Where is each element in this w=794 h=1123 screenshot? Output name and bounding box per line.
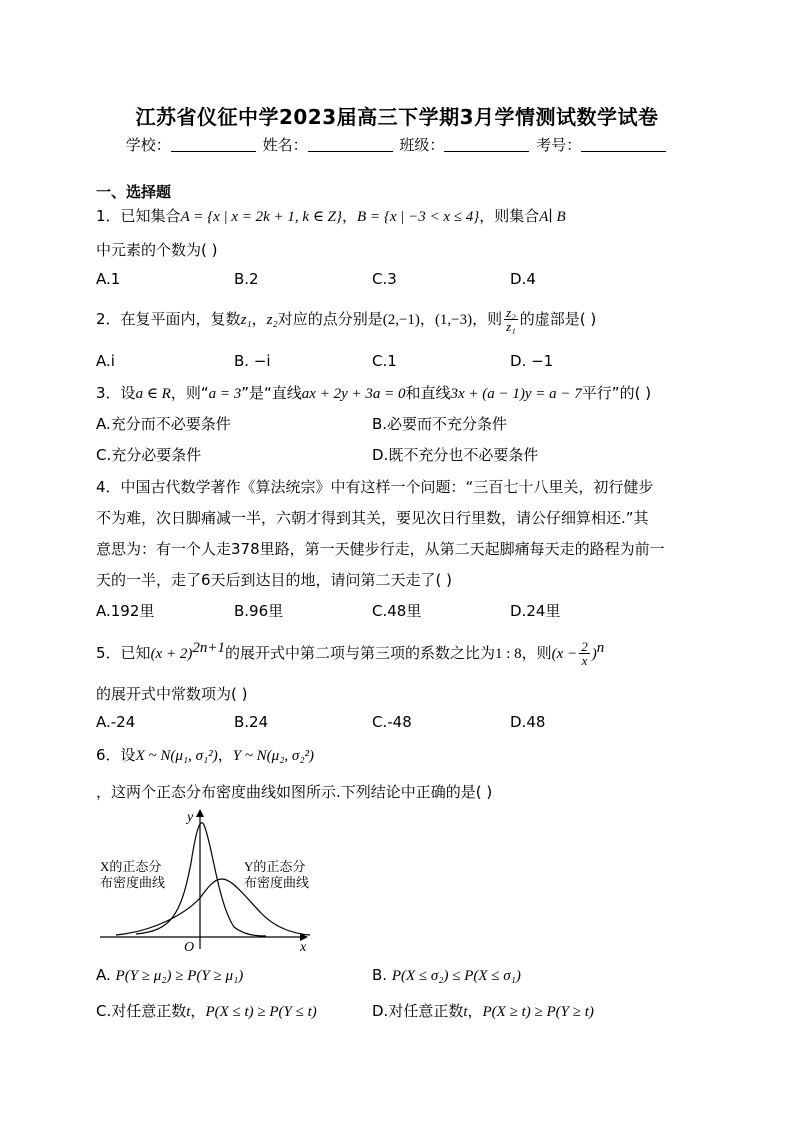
q5-line2: 的展开式中常数项为( ): [96, 685, 248, 703]
q6-text: 设: [120, 746, 136, 764]
q2-sep2: ，: [419, 310, 435, 328]
q4-line-1: 中国古代数学著作《算法统宗》中有这样一个问题：“三百七十八里关，初行健步: [120, 478, 654, 496]
q6-option-a-letter: A.: [96, 966, 116, 984]
q1-option-b[interactable]: B.2: [234, 270, 259, 288]
q5-option-b[interactable]: B.24: [234, 713, 269, 731]
exam-no-label: 考号：: [536, 136, 582, 154]
name-label: 姓名：: [262, 136, 308, 154]
q6-line2: ，这两个正态分布密度曲线如图所示.下列结论中正确的是( ): [96, 783, 493, 801]
q5-option-c[interactable]: C.-48: [372, 713, 412, 731]
q2-frac-num: z₂: [506, 305, 516, 320]
q6-option-d-sep: ，: [467, 1002, 483, 1020]
q6-option-c-sep: ，: [190, 1002, 206, 1020]
y-axis-arrow: [196, 809, 204, 817]
q3-number: 3．: [96, 384, 121, 402]
x-curve-label-1: X的正态分: [100, 859, 162, 874]
question-2: [96, 306, 596, 333]
exam-no-blank[interactable]: [581, 137, 666, 152]
q1-number: 1．: [96, 207, 121, 225]
q3-a-eq-3: a = 3: [208, 386, 242, 402]
q3-t2: ”是“直线: [241, 384, 302, 402]
y-curve-label-1: Y的正态分: [244, 859, 306, 874]
q6-option-d-letter: D.对任意正数: [372, 1002, 464, 1020]
q4-option-c[interactable]: C.48里: [372, 602, 422, 620]
q6-sep: ，: [217, 746, 233, 764]
name-blank[interactable]: [308, 137, 393, 152]
q1-option-d[interactable]: D.4: [510, 270, 536, 288]
q1-set-a: A = {x | x = 2k + 1, k ∈ Z}: [180, 209, 343, 225]
q6-option-a-expr: P(Y ≥ μ₂) ≥ P(Y ≥ μ₁): [115, 968, 244, 984]
q5-frac-num: 2: [581, 639, 588, 654]
q2-z1: z₁: [240, 312, 252, 328]
q2-text-post: 的虚部是( ): [519, 310, 597, 328]
q6-option-c[interactable]: [96, 1000, 317, 1021]
y-axis-label: y: [187, 810, 194, 825]
q5-expr-exponent: n: [596, 640, 605, 656]
q4-line-3: 意思为：有一个人走378里路，第一天健步行走，从第二天起脚痛每天走的路程为前一: [96, 540, 665, 558]
q5-number: 5．: [96, 644, 121, 662]
q3-t1: ，则“: [170, 384, 209, 402]
q2-text-mid: 对应的点分别是: [277, 310, 383, 328]
normal-distribution-figure: [96, 803, 326, 953]
q1-option-a[interactable]: A.1: [96, 270, 121, 288]
q5-expr-open: (x −: [551, 646, 578, 662]
y-curve-label-2: 布密度曲线: [244, 875, 310, 890]
q5-fraction: [579, 640, 590, 667]
q5-ratio: 1 : 8: [494, 646, 522, 662]
q6-option-c-letter: C.对任意正数: [96, 1002, 187, 1020]
q6-y-dist: Y ~ N(μ₂, σ₂²): [232, 748, 315, 764]
q1-set-b: B = {x | −3 < x ≤ 4}: [357, 209, 480, 225]
q3-text: 设: [120, 384, 136, 402]
q1-line2: 中元素的个数为( ): [96, 241, 218, 259]
q2-text: 在复平面内，复数: [120, 310, 241, 328]
q2-then: ，则: [472, 310, 503, 328]
q5-then: ，则: [521, 644, 552, 662]
question-3: [96, 382, 651, 403]
q5-text: 已知: [120, 644, 151, 662]
q2-frac-den: z₁: [506, 319, 516, 334]
q6-option-d-t: t: [463, 1004, 468, 1020]
q3-option-b[interactable]: B.必要而不充分条件: [372, 415, 508, 433]
question-4: [96, 476, 653, 497]
q1-option-c[interactable]: C.3: [372, 270, 397, 288]
q1-text-post: ，则集合: [479, 207, 540, 225]
q2-z2: z₂: [266, 312, 278, 328]
class-blank[interactable]: [444, 137, 529, 152]
q2-fraction: [504, 306, 518, 333]
q1-text: 已知集合: [120, 207, 181, 225]
q3-line-1: ax + 2y + 3a = 0: [301, 386, 406, 402]
q6-option-c-t: t: [186, 1004, 191, 1020]
q3-option-a[interactable]: A.充分而不必要条件: [96, 415, 231, 433]
q6-option-b[interactable]: [372, 966, 521, 985]
q2-option-c[interactable]: C.1: [372, 352, 397, 370]
page-title: 江苏省仪征中学2023届高三下学期3月学情测试数学试卷: [135, 105, 659, 129]
q5-base: (x + 2): [150, 646, 193, 662]
q6-option-b-expr: P(X ≤ σ₂) ≤ P(X ≤ σ₁): [391, 968, 521, 984]
q2-point-2: (1,−3): [434, 312, 473, 328]
q3-option-d[interactable]: D.既不充分也不必要条件: [372, 446, 539, 464]
x-curve-label-2: 布密度曲线: [100, 875, 166, 890]
x-axis-label: x: [300, 940, 307, 953]
origin-label: O: [184, 940, 195, 953]
q6-option-d[interactable]: [372, 1000, 594, 1021]
q3-t3: 和直线: [405, 384, 451, 402]
q2-point-1: (2,−1): [382, 312, 420, 328]
class-label: 班级：: [399, 136, 445, 154]
q6-option-b-letter: B.: [372, 966, 392, 984]
q4-line-4: 天的一半，走了6天后到达目的地，请问第二天走了( ): [96, 571, 453, 589]
school-label: 学校：: [125, 136, 171, 154]
q6-option-c-expr: P(X ≤ t) ≥ P(Y ≤ t): [205, 1004, 317, 1020]
q3-line-2: 3x + (a − 1)y = a − 7: [450, 386, 582, 402]
q2-option-b[interactable]: B. −i: [234, 352, 271, 370]
question-5: [96, 640, 604, 667]
q4-number: 4．: [96, 478, 121, 496]
q3-a-in-r: a ∈ R: [135, 386, 171, 402]
q5-expr-close: ): [591, 646, 597, 662]
question-1: [96, 205, 566, 226]
q5-option-d[interactable]: D.48: [510, 713, 546, 731]
q1-intersection: A∣ B: [539, 209, 566, 225]
q4-option-d[interactable]: D.24里: [510, 602, 561, 620]
q2-option-a[interactable]: A.i: [96, 352, 115, 370]
q1-comma: ，: [342, 207, 358, 225]
q5-option-a[interactable]: A.-24: [96, 713, 136, 731]
q5-frac-den: x: [581, 653, 588, 668]
q3-t4: 平行”的( ): [581, 384, 652, 402]
q4-option-b[interactable]: B.96里: [234, 602, 284, 620]
q6-x-dist: X ~ N(μ₁, σ₁²): [135, 748, 218, 764]
q4-option-a[interactable]: A.192里: [96, 602, 155, 620]
student-info-line: [0, 134, 794, 155]
q6-option-a[interactable]: [96, 966, 243, 985]
q4-line-2: 不为难，次日脚痛减一半，六朝才得到其关，要见次日行里数，请公仔细算相还.”其: [96, 509, 649, 527]
q6-option-d-expr: P(X ≥ t) ≥ P(Y ≥ t): [482, 1004, 594, 1020]
section-title: 一、选择题: [96, 183, 172, 201]
q3-option-c[interactable]: C.充分必要条件: [96, 446, 202, 464]
q2-option-d[interactable]: D. −1: [510, 352, 554, 370]
question-6: [96, 744, 314, 765]
school-blank[interactable]: [171, 137, 256, 152]
q2-number: 2．: [96, 310, 121, 328]
q5-exponent: 2n+1: [192, 640, 225, 656]
q6-number: 6．: [96, 746, 121, 764]
q2-sep: ，: [251, 310, 267, 328]
q5-text-mid: 的展开式中第二项与第三项的系数之比为: [224, 644, 495, 662]
